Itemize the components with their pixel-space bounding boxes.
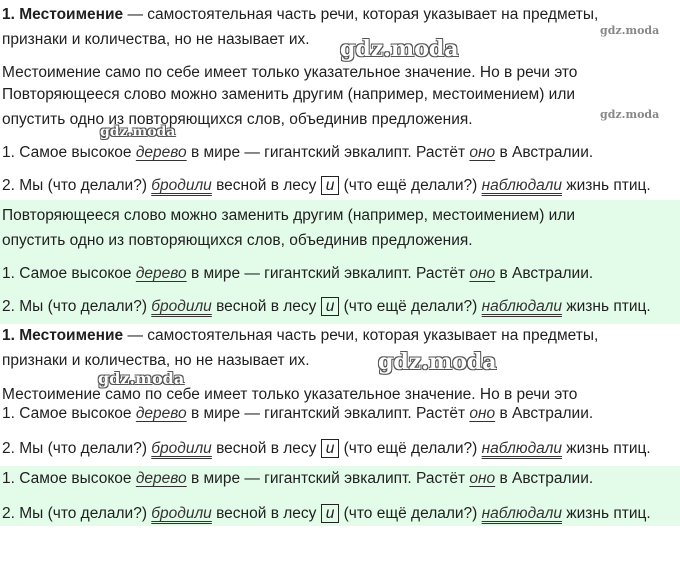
watermark: gdz.moda	[378, 349, 497, 375]
watermark: gdz.moda	[600, 24, 660, 37]
underlined-word: дерево	[135, 144, 187, 161]
boxed-conjunction: и	[321, 297, 340, 316]
underlined-word: дерево	[135, 265, 187, 282]
example-text: в Австралии.	[495, 405, 594, 422]
double-underlined-word: наблюдали	[481, 440, 562, 457]
example-text: жизнь птиц.	[561, 298, 651, 315]
double-underlined-word: бродили	[151, 177, 212, 194]
definition-line-2: признаки и количества, но не называет их.	[2, 352, 310, 369]
paragraph-line: опустить одно из повторяющихся слов, объединив предложения.	[2, 232, 473, 249]
example-text: (что ещё делали?)	[339, 177, 482, 194]
example-text: 1. Самое высокое	[2, 405, 136, 422]
example-text: жизнь птиц.	[561, 177, 651, 194]
double-underlined-word: наблюдали	[481, 505, 562, 522]
example-text: жизнь птиц.	[561, 440, 651, 457]
definition-line	[2, 326, 598, 346]
double-underlined-word: наблюдали	[481, 177, 562, 194]
example-text: 2. Мы (что делали?)	[2, 298, 152, 315]
boxed-conjunction: и	[321, 176, 340, 195]
example-text: весной в лесу	[211, 177, 321, 194]
example-text: весной в лесу	[211, 440, 321, 457]
double-underlined-word: бродили	[151, 505, 212, 522]
example-text: жизнь птиц.	[561, 505, 651, 522]
underlined-word: оно	[469, 405, 496, 422]
paragraph-line: Местоимение само по себе имеет только указательное значение. Но в речи это	[2, 64, 578, 81]
definition-text: — самостоятельная часть речи, которая указывает на предметы,	[123, 6, 599, 23]
underlined-word: дерево	[135, 405, 187, 422]
example-2	[2, 176, 651, 196]
example-text: в мире — гигантский эвкалипт. Растёт	[186, 265, 470, 282]
definition-line-2: признаки и количества, но не называет их.	[2, 31, 310, 48]
paragraph-line: опустить одно из повторяющихся слов, объединив предложения.	[2, 111, 473, 128]
example-text: в Австралии.	[495, 265, 594, 282]
example-text: в Австралии.	[495, 144, 594, 161]
paragraph-line: Повторяющееся слово можно заменить другим (например, местоимением) или	[2, 86, 576, 103]
example-1	[2, 264, 593, 284]
example-text: 1. Самое высокое	[2, 470, 136, 487]
example-text: (что ещё делали?)	[339, 505, 482, 522]
example-text: 2. Мы (что делали?)	[2, 440, 152, 457]
example-text: в мире — гигантский эвкалипт. Растёт	[186, 405, 470, 422]
example-text: (что ещё делали?)	[339, 440, 482, 457]
underlined-word: оно	[469, 144, 496, 161]
underlined-word: оно	[469, 470, 496, 487]
underlined-word: дерево	[135, 470, 187, 487]
watermark: gdz.moda	[600, 108, 660, 121]
term: Местоимение	[19, 6, 124, 23]
double-underlined-word: наблюдали	[481, 298, 562, 315]
watermark: gdz.moda	[340, 36, 459, 62]
example-1	[2, 469, 593, 489]
boxed-conjunction: и	[321, 504, 340, 523]
watermark: gdz.moda	[100, 124, 176, 140]
example-text: 2. Мы (что делали?)	[2, 505, 152, 522]
example-1	[2, 143, 593, 163]
double-underlined-word: бродили	[151, 298, 212, 315]
underlined-word: оно	[469, 265, 496, 282]
example-text: весной в лесу	[211, 298, 321, 315]
term: Местоимение	[19, 327, 124, 344]
example-text: весной в лесу	[211, 505, 321, 522]
example-2	[2, 439, 651, 459]
example-text: в мире — гигантский эвкалипт. Растёт	[186, 144, 470, 161]
paragraph-line: Повторяющееся слово можно заменить другим (например, местоимением) или	[2, 207, 576, 224]
example-2	[2, 297, 651, 317]
watermark: gdz.moda	[98, 369, 185, 388]
example-1	[2, 404, 593, 424]
double-underlined-word: бродили	[151, 440, 212, 457]
paragraph-line: Местоимение само по себе имеет только указательное значение. Но в речи это	[2, 386, 578, 403]
definition-text: — самостоятельная часть речи, которая указывает на предметы,	[123, 327, 599, 344]
term-number: 1.	[2, 6, 15, 23]
example-text: в Австралии.	[495, 470, 594, 487]
example-text: 1. Самое высокое	[2, 144, 136, 161]
example-2	[2, 504, 651, 524]
example-text: 2. Мы (что делали?)	[2, 177, 152, 194]
definition-line	[2, 5, 598, 25]
example-text: в мире — гигантский эвкалипт. Растёт	[186, 470, 470, 487]
example-text: 1. Самое высокое	[2, 265, 136, 282]
boxed-conjunction: и	[321, 439, 340, 458]
term-number: 1.	[2, 327, 15, 344]
example-text: (что ещё делали?)	[339, 298, 482, 315]
